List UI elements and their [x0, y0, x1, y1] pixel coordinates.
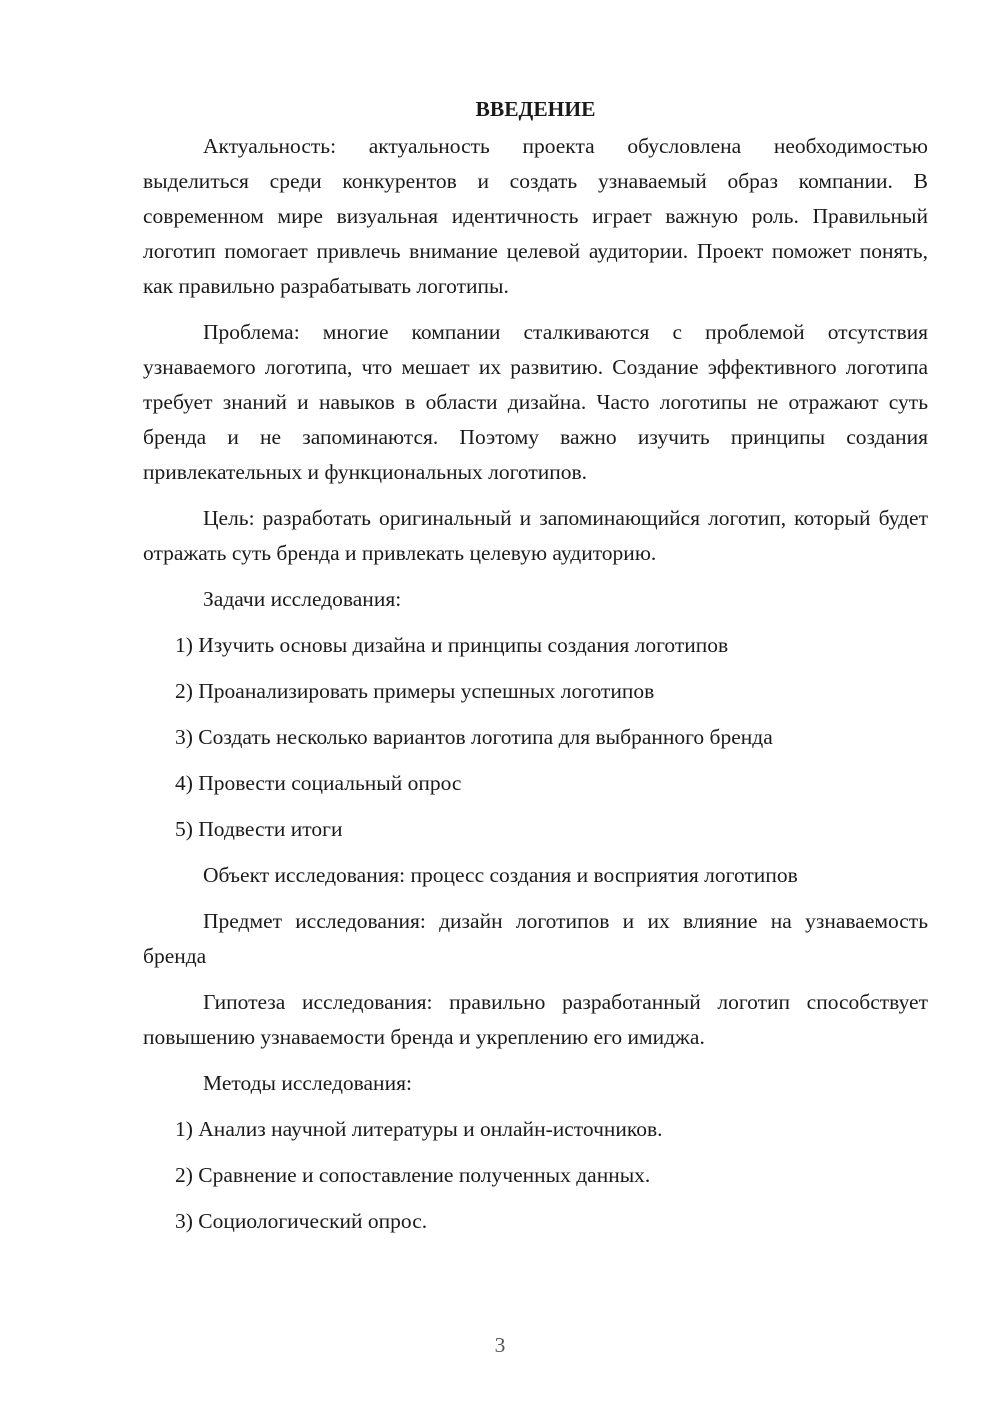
- problem-paragraph: Проблема: многие компании сталкиваются с проблемой отсутствия узнаваемого логотипа, что мешает их развитию. Создание эффективного логотипа требует знаний и навыков в области дизайна. Часто логотипы не отражают суть бренда и не запоминаются. Поэтому важно изучить принципы создания привлекательных и функциональных логотипов.: [143, 320, 928, 484]
- list-item: 2) Проанализировать примеры успешных логотипов: [175, 679, 655, 703]
- list-item: 1) Изучить основы дизайна и принципы создания логотипов: [175, 633, 729, 657]
- tasks-list: [143, 628, 928, 847]
- list-item: 1) Анализ научной литературы и онлайн-источников.: [175, 1117, 663, 1141]
- list-item: 4) Провести социальный опрос: [175, 771, 462, 795]
- methods-list: [143, 1112, 928, 1239]
- hypothesis-paragraph: Гипотеза исследования: правильно разработанный логотип способствует повышению узнаваемости бренда и укреплению его имиджа.: [143, 990, 928, 1049]
- list-item: 3) Социологический опрос.: [175, 1209, 428, 1233]
- methods-title: Методы исследования:: [203, 1071, 412, 1095]
- list-item: 5) Подвести итоги: [175, 817, 343, 841]
- subject-paragraph: Предмет исследования: дизайн логотипов и их влияние на узнаваемость бренда: [143, 909, 928, 968]
- goal-paragraph: Цель: разработать оригинальный и запоминающийся логотип, который будет отражать суть бренда и привлекать целевую аудиторию.: [143, 506, 928, 565]
- page-number: 3: [494, 1333, 506, 1357]
- list-item: 3) Создать несколько вариантов логотипа для выбранного бренда: [175, 725, 773, 749]
- relevance-paragraph: Актуальность: актуальность проекта обусловлена необходимостью выделиться среди конкурентов и создать узнаваемый образ компании. В современном мире визуальная идентичность играет важную роль. Правильный логотип помогает привлечь внимание целевой аудитории. Проект поможет понять, как правильно разрабатывать логотипы.: [143, 134, 928, 298]
- object-paragraph: Объект исследования: процесс создания и восприятия логотипов: [203, 863, 798, 887]
- document-page: [143, 92, 928, 1250]
- tasks-title: Задачи исследования:: [203, 587, 402, 611]
- section-heading: ВВЕДЕНИЕ: [475, 97, 596, 121]
- list-item: 2) Сравнение и сопоставление полученных данных.: [175, 1163, 651, 1187]
